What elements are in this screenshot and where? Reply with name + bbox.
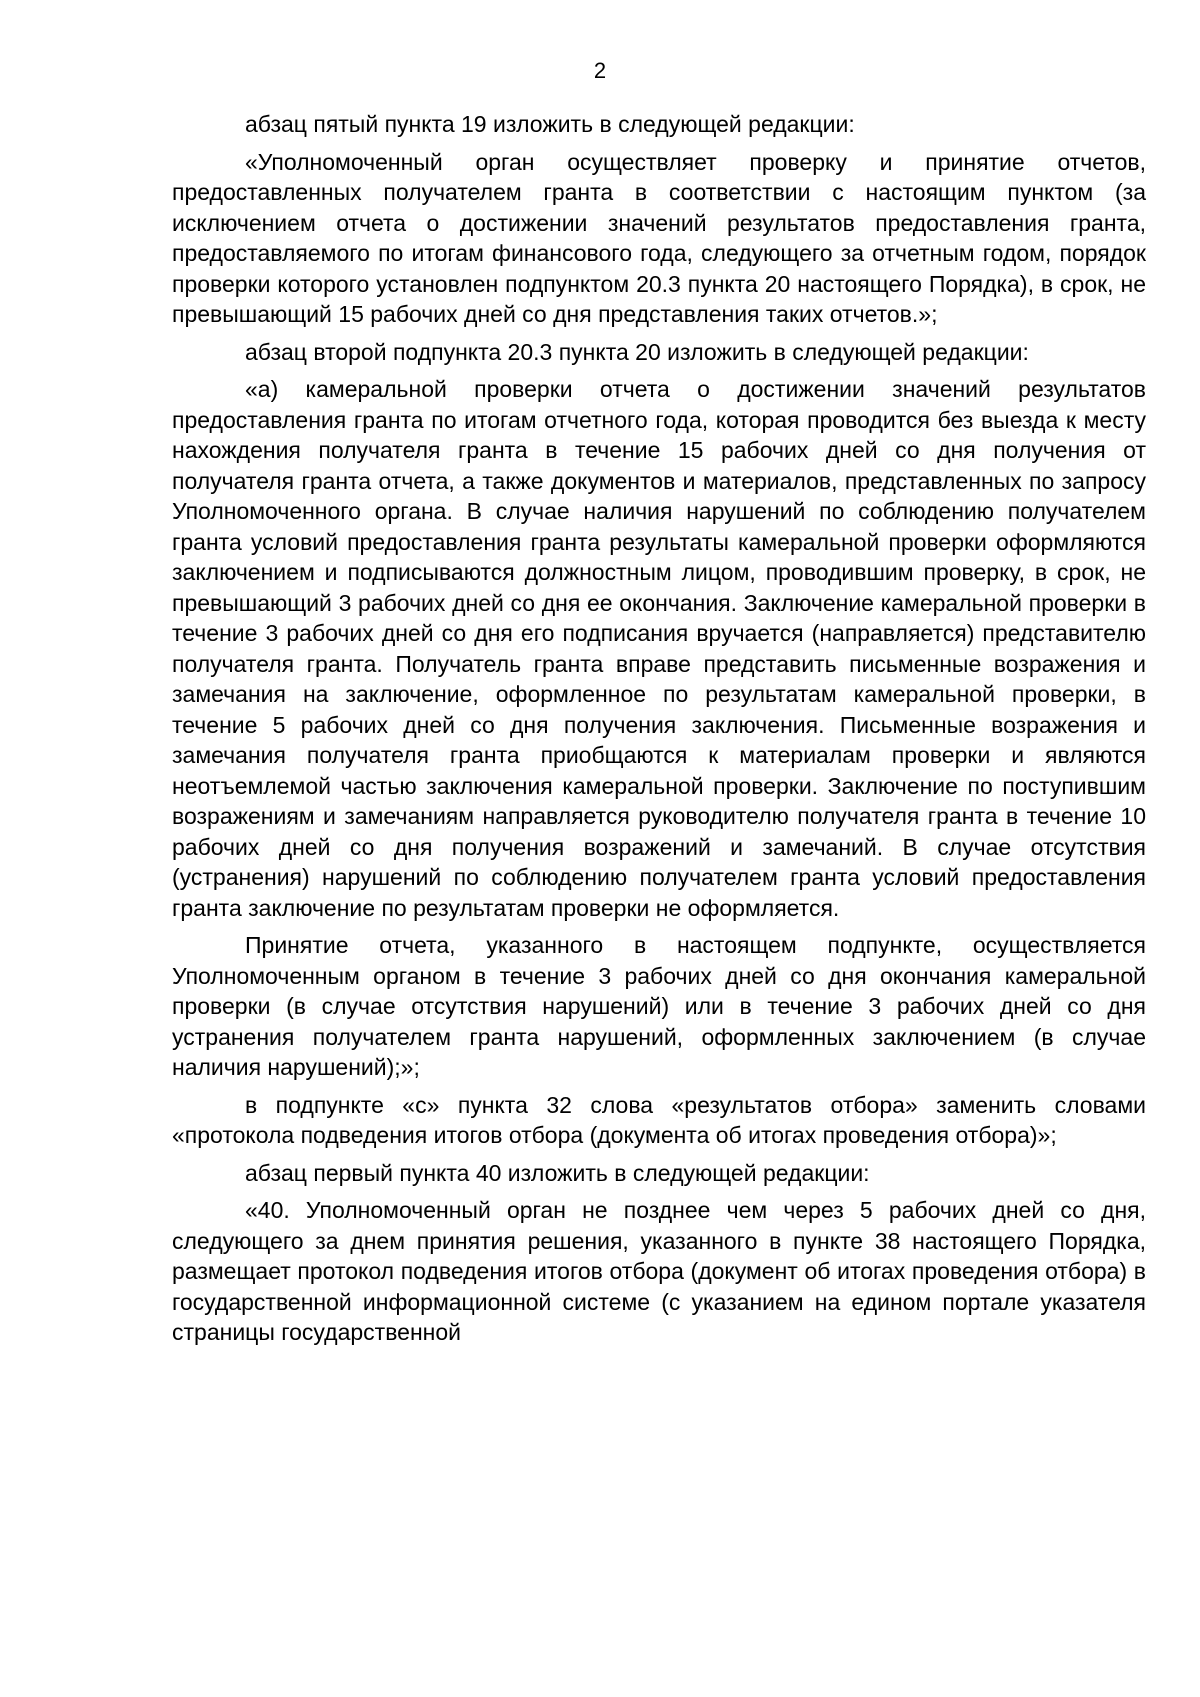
paragraph-6: в подпункте «с» пункта 32 слова «результатов отбора» заменить словами «протокола подведения итогов отбора (документа об итогах проведения отбора)»; [172,1091,1146,1148]
paragraph-2: «Уполномоченный орган осуществляет проверку и принятие отчетов, предоставленных получателем гранта в соответствии с настоящим пунктом (за исключением отчета о достижении значений результатов предоставления гранта, предоставляемого по итогам финансового года, следующего за отчетным годом, порядок проверки которого установлен подпунктом 20.3 пункта 20 настоящего Порядка), в срок, не превышающий 15 рабочих дней со дня представления таких отчетов.»; [172,148,1146,327]
paragraph-1: абзац пятый пункта 19 изложить в следующей редакции: [245,111,855,137]
page-number: 2 [593,58,607,83]
paragraph-5: Принятие отчета, указанного в настоящем подпункте, осуществляется Уполномоченным органом в течение 3 рабочих дней со дня окончания камеральной проверки (в случае отсутствия нарушений) или в течение 3 рабочих дней со дня устранения получателем гранта нарушений, оформленных заключением (в случае наличия нарушений);»; [172,932,1146,1080]
document-body [172,109,1146,1355]
paragraph-3: абзац второй подпункта 20.3 пункта 20 изложить в следующей редакции: [245,338,1029,365]
paragraph-8: «40. Уполномоченный орган не позднее чем через 5 рабочих дней со дня, следующего за днем принятия решения, указанного в пункте 38 настоящего Порядка, размещает протокол подведения итогов отбора (документ об итогах проведения отбора) в государственной информационной системе (с указанием на едином портале указателя страницы государственной [172,1197,1146,1345]
paragraph-7: абзац первый пункта 40 изложить в следующей редакции: [245,1159,870,1186]
paragraph-4: «а) камеральной проверки отчета о достижении значений результатов предоставления гранта по итогам отчетного года, которая проводится без выезда к месту нахождения получателя гранта в течение 15 рабочих дней со дня получения от получателя гранта отчета, а также документов и материалов, представленных по запросу Уполномоченного органа. В случае наличия нарушений по соблюдению получателем гранта условий предоставления гранта результаты камеральной проверки оформляются заключением и подписываются должностным лицом, проводившим проверку, в срок, не превышающий 3 рабочих дней со дня ее окончания. Заключение камеральной проверки в течение 3 рабочих дней со дня его подписания вручается (направляется) представителю получателя гранта. Получатель гранта вправе представить письменные возражения и замечания на заключение, оформленное по результатам камеральной проверки, в течение 5 рабочих дней со дня получения заключения. Письменные возражения и замечания получателя гранта приобщаются к материалам проверки и являются неотъемлемой частью заключения камеральной проверки. Заключение по поступившим возражениям и замечаниям направляется руководителю получателя гранта в течение 10 рабочих дней со дня получения возражений и замечаний. В случае отсутствия (устранения) нарушений по соблюдению получателем гранта условий предоставления гранта заключение по результатам проверки не оформляется. [172,376,1146,921]
